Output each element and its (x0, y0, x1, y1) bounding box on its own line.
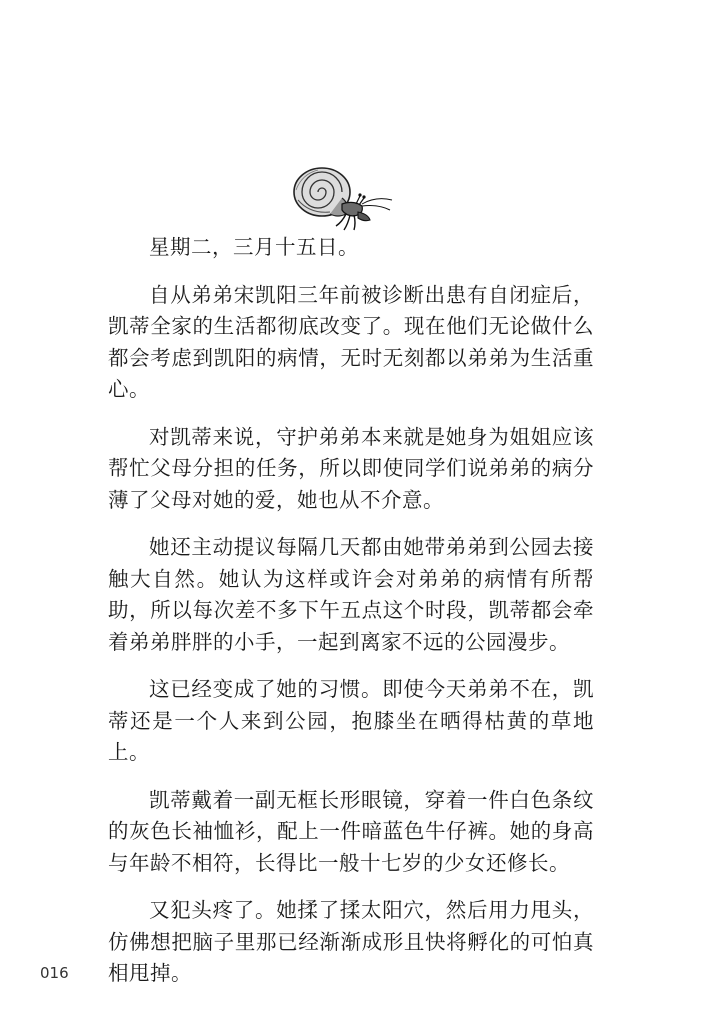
paragraph-1: 自从弟弟宋凯阳三年前被诊断出患有自闭症后，凯蒂全家的生活都彻底改变了。现在他们无论做什么都会考虑到凯阳的病情，无时无刻都以弟弟为生活重心。 (108, 282, 594, 401)
paragraph-4: 这已经变成了她的习惯。即使今天弟弟不在，凯蒂还是一个人来到公园，抱膝坐在晒得枯黄的草地上。 (108, 677, 594, 764)
page-number: 016 (40, 964, 69, 982)
paragraph-date: 星期二，三月十五日。 (149, 235, 359, 259)
body-text (108, 232, 594, 1006)
paragraph-6: 又犯头疼了。她揉了揉太阳穴，然后用力甩头，仿佛想把脑子里那已经渐渐成形且快将孵化的可怕真相甩掉。 (108, 898, 594, 985)
paragraph-5: 凯蒂戴着一副无框长形眼镜，穿着一件白色条纹的灰色长袖恤衫，配上一件暗蓝色牛仔裤。她的身高与年龄不相符，长得比一般十七岁的少女还修长。 (108, 787, 594, 875)
paragraph-2: 对凯蒂来说，守护弟弟本来就是她身为姐姐应该帮忙父母分担的任务，所以即使同学们说弟弟的病分薄了父母对她的爱，她也从不介意。 (108, 424, 594, 512)
hermit-crab-icon (284, 160, 394, 232)
paragraph-3: 她还主动提议每隔几天都由她带弟弟到公园去接触大自然。她认为这样或许会对弟弟的病情有所帮助，所以每次差不多下午五点这个时段，凯蒂都会牵着弟弟胖胖的小手，一起到离家不远的公园漫步。 (108, 535, 594, 654)
